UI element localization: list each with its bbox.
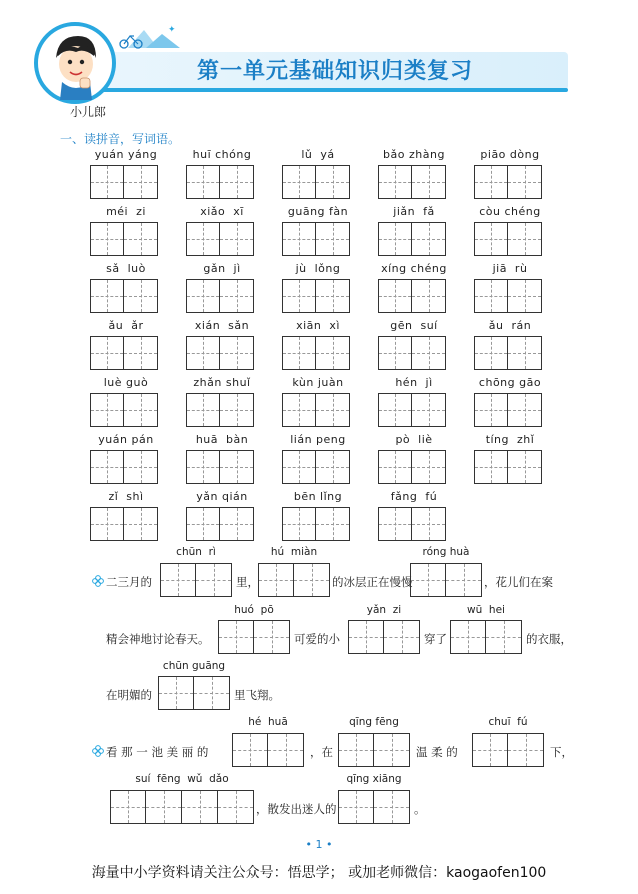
answer-box[interactable] xyxy=(282,336,354,370)
pinyin-word-item xyxy=(186,205,258,256)
pinyin-label: còu chéng xyxy=(479,205,541,218)
pinyin-label: chōng gāo xyxy=(478,376,542,389)
flower-bullet-icon xyxy=(92,575,104,587)
answer-box[interactable] xyxy=(378,279,450,313)
pinyin-label: bēn lǐng xyxy=(293,490,343,503)
pinyin-word-item xyxy=(90,433,162,484)
pinyin-word-item xyxy=(378,205,450,256)
answer-box[interactable] xyxy=(472,733,544,767)
passage-text-segment: 的冰层正在慢慢 xyxy=(332,575,413,589)
passage-text xyxy=(92,574,152,590)
answer-box[interactable] xyxy=(232,733,304,767)
pinyin-word-item xyxy=(474,433,546,484)
mascot-label: 小儿郎 xyxy=(70,105,107,119)
answer-box[interactable] xyxy=(450,620,522,654)
answer-box[interactable] xyxy=(158,676,230,710)
passage-text-segment: 在明媚的 xyxy=(106,688,152,702)
answer-box[interactable] xyxy=(282,165,354,199)
pinyin-word-item xyxy=(90,148,162,199)
pinyin-label: ǎu ǎr xyxy=(108,319,144,332)
answer-box[interactable] xyxy=(218,620,290,654)
pinyin-label: wū hei xyxy=(467,604,505,616)
pinyin-label: huó pō xyxy=(234,604,274,616)
pinyin-word-item xyxy=(474,376,546,427)
flower-bullet-icon xyxy=(92,745,104,757)
pinyin-word-item xyxy=(282,433,354,484)
pinyin-label: bǎo zhàng xyxy=(383,148,445,161)
pinyin-label: xíng chéng xyxy=(381,262,447,275)
pinyin-label: lǔ yá xyxy=(301,148,335,161)
answer-box[interactable] xyxy=(282,279,354,313)
pinyin-label: kùn juàn xyxy=(292,376,344,389)
svg-text:✦: ✦ xyxy=(168,25,176,35)
pinyin-label: sǎ luò xyxy=(106,262,146,275)
pinyin-label: fǎng fú xyxy=(390,490,438,503)
pinyin-word-item xyxy=(186,262,258,313)
pinyin-word-item xyxy=(378,433,450,484)
pinyin-word-item xyxy=(186,490,258,541)
passage-text-segment: ，在 xyxy=(310,745,333,759)
answer-box[interactable] xyxy=(378,222,450,256)
answer-box[interactable] xyxy=(474,336,546,370)
answer-box[interactable] xyxy=(474,279,546,313)
passage-text-segment: 看 那 一 池 美 丽 的 xyxy=(106,745,209,759)
answer-box[interactable] xyxy=(110,790,254,824)
answer-box[interactable] xyxy=(186,507,258,541)
answer-box[interactable] xyxy=(282,450,354,484)
answer-box[interactable] xyxy=(90,165,162,199)
pinyin-label: gēn suí xyxy=(390,319,438,332)
pinyin-word-item xyxy=(90,376,162,427)
pinyin-label: tíng zhǐ xyxy=(485,433,535,446)
pinyin-label: jiǎn fǎ xyxy=(393,205,435,218)
pinyin-word-item xyxy=(282,319,354,370)
pinyin-word-item xyxy=(378,376,450,427)
pinyin-word-item xyxy=(282,376,354,427)
answer-box[interactable] xyxy=(338,733,410,767)
pinyin-label: suí fēng wǔ dǎo xyxy=(135,773,229,785)
answer-box[interactable] xyxy=(90,393,162,427)
footer-note: 海量中小学资料请关注公众号：悟思学； 或加老师微信：kaogaofen100 xyxy=(91,865,547,881)
answer-box[interactable] xyxy=(258,563,330,597)
pinyin-word-item xyxy=(474,319,546,370)
answer-box[interactable] xyxy=(378,450,450,484)
answer-box[interactable] xyxy=(348,620,420,654)
pinyin-word-item xyxy=(474,262,546,313)
pinyin-label: yuán pán xyxy=(98,433,154,446)
pinyin-word-item xyxy=(186,433,258,484)
answer-box[interactable] xyxy=(90,336,162,370)
answer-box[interactable] xyxy=(410,563,482,597)
answer-box[interactable] xyxy=(186,165,258,199)
answer-box[interactable] xyxy=(186,336,258,370)
pinyin-label: chūn rì xyxy=(176,546,216,558)
pinyin-label: luè guò xyxy=(103,376,149,389)
answer-box[interactable] xyxy=(474,165,546,199)
passage-text xyxy=(92,744,208,760)
answer-box[interactable] xyxy=(282,222,354,256)
pinyin-label: qīng fēng xyxy=(349,716,399,728)
pinyin-word-item xyxy=(90,319,162,370)
pinyin-word-item xyxy=(90,490,162,541)
pinyin-word-item xyxy=(90,262,162,313)
bicycle-mountain-icon xyxy=(118,22,188,50)
pinyin-label: yǎn zi xyxy=(366,604,402,616)
passage-text-segment: 的衣服， xyxy=(526,632,572,646)
pinyin-word-item xyxy=(282,490,354,541)
pinyin-label: guāng fàn xyxy=(287,205,349,218)
passage-text-segment: 精会神地讨论春天。 xyxy=(106,632,210,646)
answer-box[interactable] xyxy=(90,222,162,256)
pinyin-label: huā bàn xyxy=(195,433,249,446)
pinyin-label: ǎu rán xyxy=(488,319,532,332)
pinyin-label: hé huā xyxy=(248,716,288,728)
pinyin-word-item xyxy=(282,148,354,199)
pinyin-word-item xyxy=(378,490,450,541)
answer-box[interactable] xyxy=(378,507,450,541)
passage-text-segment: 。 xyxy=(414,802,426,816)
answer-box[interactable] xyxy=(474,450,546,484)
pinyin-label: hú miàn xyxy=(270,546,318,558)
section-title: 一、读拼音，写词语。 xyxy=(60,132,181,146)
page-number: • 1 • xyxy=(305,838,333,851)
answer-box[interactable] xyxy=(282,393,354,427)
answer-box[interactable] xyxy=(282,507,354,541)
pinyin-label: jù lǒng xyxy=(295,262,341,275)
pinyin-label: jiā rù xyxy=(492,262,528,275)
pinyin-word-item xyxy=(186,376,258,427)
pinyin-word-item xyxy=(186,319,258,370)
pinyin-label: yuán yáng xyxy=(94,148,158,161)
pinyin-word-item xyxy=(282,262,354,313)
answer-box[interactable] xyxy=(160,563,232,597)
pinyin-label: zǐ shì xyxy=(108,490,144,503)
pinyin-label: pò liè xyxy=(395,433,433,446)
pinyin-word-item xyxy=(474,205,546,256)
passage-text-segment: 可爱的小 xyxy=(294,632,340,646)
pinyin-label: qīng xiāng xyxy=(346,773,402,785)
answer-box[interactable] xyxy=(186,393,258,427)
pinyin-word-item xyxy=(378,319,450,370)
pinyin-label: gǎn jì xyxy=(203,262,241,275)
passage-text-segment: 里， xyxy=(236,575,259,589)
passage-text-segment: 穿了 xyxy=(424,632,447,646)
mascot-boy-icon xyxy=(34,22,116,104)
page-title: 第一单元基础知识归类复习 xyxy=(196,59,473,84)
passage-text-segment: 下， xyxy=(550,745,573,759)
pinyin-label: zhǎn shuǐ xyxy=(193,376,251,389)
pinyin-word-item xyxy=(186,148,258,199)
passage-text-segment: ，散发出迷人的 xyxy=(256,802,337,816)
pinyin-label: piāo dòng xyxy=(480,148,540,161)
pinyin-label: méi zi xyxy=(106,205,146,218)
pinyin-label: róng huà xyxy=(422,546,470,558)
pinyin-label: xián sǎn xyxy=(194,319,250,332)
pinyin-label: lián peng xyxy=(290,433,346,446)
answer-box[interactable] xyxy=(474,222,546,256)
passage-text-segment: ，花儿们在案 xyxy=(484,575,553,589)
pinyin-label: huī chóng xyxy=(192,148,252,161)
answer-box[interactable] xyxy=(338,790,410,824)
answer-box[interactable] xyxy=(378,336,450,370)
answer-box[interactable] xyxy=(378,393,450,427)
pinyin-word-item xyxy=(90,205,162,256)
answer-box[interactable] xyxy=(90,279,162,313)
answer-box[interactable] xyxy=(186,222,258,256)
answer-box[interactable] xyxy=(90,507,162,541)
pinyin-word-item xyxy=(378,148,450,199)
pinyin-word-item xyxy=(378,262,450,313)
pinyin-label: hén jì xyxy=(395,376,433,389)
pinyin-word-item xyxy=(474,148,546,199)
passage-text-segment: 二三月的 xyxy=(106,575,152,589)
pinyin-label: xiǎo xī xyxy=(200,205,244,218)
passage-text-segment: 温 柔 的 xyxy=(416,745,458,759)
answer-box[interactable] xyxy=(90,450,162,484)
pinyin-label: chūn guāng xyxy=(162,660,226,672)
answer-box[interactable] xyxy=(474,393,546,427)
answer-box[interactable] xyxy=(186,279,258,313)
pinyin-word-item xyxy=(282,205,354,256)
pinyin-label: xiān xì xyxy=(296,319,340,332)
pinyin-label: yǎn qián xyxy=(196,490,248,503)
answer-box[interactable] xyxy=(378,165,450,199)
pinyin-label: chuī fú xyxy=(488,716,528,728)
answer-box[interactable] xyxy=(186,450,258,484)
passage-text-segment: 里飞翔。 xyxy=(234,688,280,702)
